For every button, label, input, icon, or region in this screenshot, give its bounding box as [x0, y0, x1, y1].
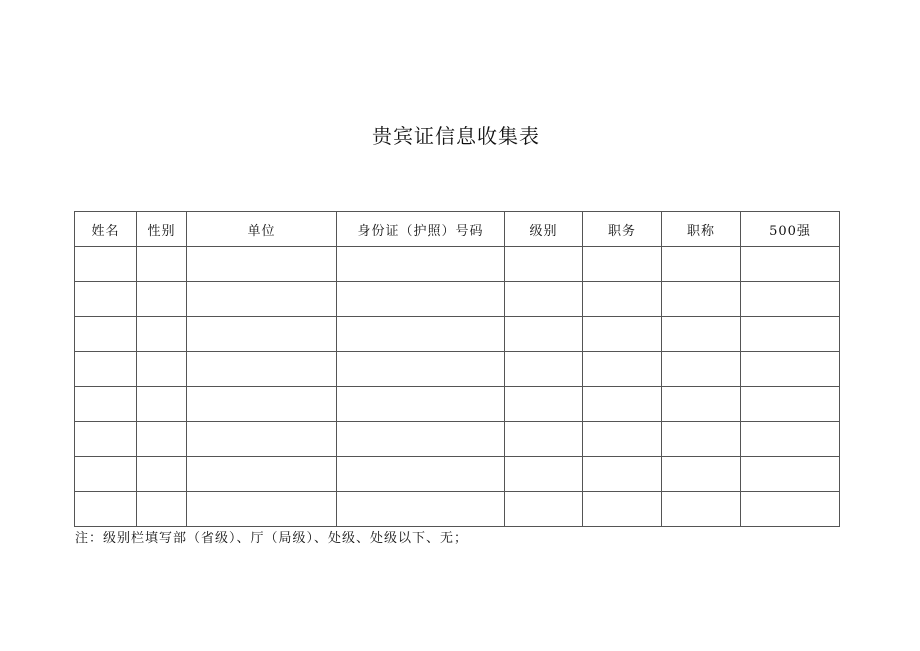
table-cell[interactable] [187, 352, 337, 387]
table-cell[interactable] [75, 317, 137, 352]
header-level: 级别 [505, 212, 583, 247]
form-title: 贵宾证信息收集表 [372, 124, 540, 148]
table-row [75, 282, 840, 317]
header-title: 职称 [662, 212, 741, 247]
table-cell[interactable] [75, 492, 137, 527]
table-cell[interactable] [662, 282, 741, 317]
table-cell[interactable] [187, 387, 337, 422]
table-cell[interactable] [662, 492, 741, 527]
table-cell[interactable] [662, 247, 741, 282]
table-cell[interactable] [741, 387, 840, 422]
table-cell[interactable] [187, 492, 337, 527]
header-top500: 500强 [741, 212, 840, 247]
table-cell[interactable] [337, 422, 505, 457]
table-cell[interactable] [741, 422, 840, 457]
table-cell[interactable] [137, 457, 187, 492]
table-cell[interactable] [75, 387, 137, 422]
table-cell[interactable] [187, 282, 337, 317]
header-gender: 性别 [137, 212, 187, 247]
table-cell[interactable] [741, 317, 840, 352]
table-cell[interactable] [741, 282, 840, 317]
table-cell[interactable] [583, 422, 662, 457]
table-cell[interactable] [137, 422, 187, 457]
table-cell[interactable] [337, 352, 505, 387]
table-cell[interactable] [75, 282, 137, 317]
table-row [75, 457, 840, 492]
table-cell[interactable] [187, 422, 337, 457]
table-cell[interactable] [662, 317, 741, 352]
table-cell[interactable] [137, 282, 187, 317]
table-cell[interactable] [137, 247, 187, 282]
table-row [75, 422, 840, 457]
table-row [75, 492, 840, 527]
table-cell[interactable] [505, 317, 583, 352]
table-cell[interactable] [583, 457, 662, 492]
table-row [75, 317, 840, 352]
info-collection-table [74, 211, 840, 527]
table-cell[interactable] [337, 492, 505, 527]
table-body [75, 247, 840, 527]
table-cell[interactable] [337, 387, 505, 422]
table-row [75, 387, 840, 422]
table-cell[interactable] [662, 352, 741, 387]
table-cell[interactable] [337, 457, 505, 492]
table-cell[interactable] [337, 282, 505, 317]
table-cell[interactable] [137, 317, 187, 352]
table-cell[interactable] [137, 352, 187, 387]
table-cell[interactable] [583, 387, 662, 422]
table-cell[interactable] [187, 317, 337, 352]
header-position: 职务 [583, 212, 662, 247]
table-cell[interactable] [505, 492, 583, 527]
table-cell[interactable] [583, 352, 662, 387]
table-cell[interactable] [75, 457, 137, 492]
level-note: 注：级别栏填写部（省级）、厅（局级）、处级、处级以下、无； [75, 531, 469, 546]
table-cell[interactable] [137, 492, 187, 527]
table-cell[interactable] [741, 457, 840, 492]
table-cell[interactable] [75, 422, 137, 457]
header-name: 姓名 [75, 212, 137, 247]
table-header-row [75, 212, 840, 247]
table-cell[interactable] [337, 317, 505, 352]
table-cell[interactable] [75, 352, 137, 387]
table-cell[interactable] [583, 492, 662, 527]
table-row [75, 247, 840, 282]
table-cell[interactable] [583, 282, 662, 317]
table-cell[interactable] [337, 247, 505, 282]
header-organization: 单位 [187, 212, 337, 247]
table-cell[interactable] [187, 247, 337, 282]
table-cell[interactable] [75, 247, 137, 282]
table-cell[interactable] [505, 247, 583, 282]
table-row [75, 352, 840, 387]
table-cell[interactable] [583, 247, 662, 282]
table-cell[interactable] [505, 352, 583, 387]
table-cell[interactable] [741, 492, 840, 527]
table-cell[interactable] [741, 247, 840, 282]
table-cell[interactable] [662, 457, 741, 492]
table-cell[interactable] [505, 422, 583, 457]
header-id-number: 身份证（护照）号码 [337, 212, 505, 247]
table-cell[interactable] [505, 282, 583, 317]
table-cell[interactable] [505, 457, 583, 492]
table-cell[interactable] [662, 422, 741, 457]
table-cell[interactable] [741, 352, 840, 387]
table-cell[interactable] [662, 387, 741, 422]
table-cell[interactable] [187, 457, 337, 492]
table-cell[interactable] [583, 317, 662, 352]
table-cell[interactable] [505, 387, 583, 422]
table-cell[interactable] [137, 387, 187, 422]
